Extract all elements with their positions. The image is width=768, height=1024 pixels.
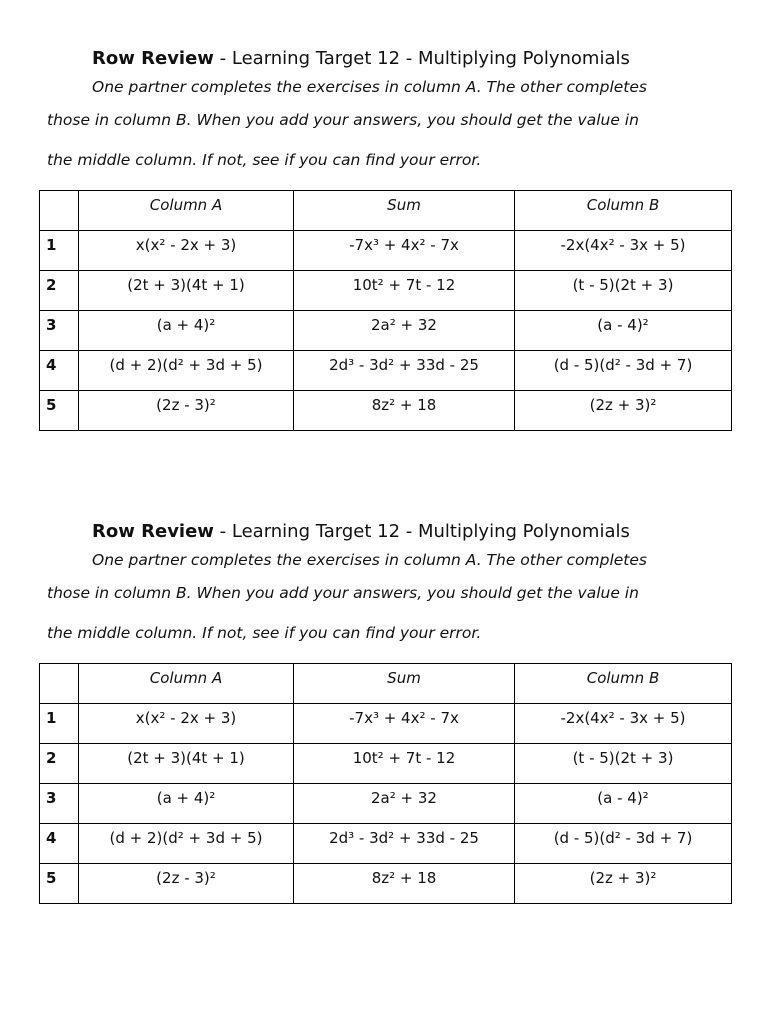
header-column-a: Column A: [79, 191, 294, 231]
column-b-cell: (d - 5)(d² - 3d + 7): [515, 824, 732, 864]
table-row: [40, 351, 732, 391]
column-b-cell: -2x(4x² - 3x + 5): [515, 231, 732, 271]
table-row: [40, 784, 732, 824]
row-number: 3: [40, 311, 79, 351]
title-bold-part: Row Review: [92, 48, 214, 69]
table-row: [40, 391, 732, 431]
row-number: 4: [40, 824, 79, 864]
worksheet-title: [92, 44, 768, 74]
instructions-line-2: those in column B. When you add your answers, you should get the value in: [47, 584, 639, 602]
instructions-line-2: those in column B. When you add your answers, you should get the value in: [47, 111, 639, 129]
column-b-cell: (t - 5)(2t + 3): [515, 271, 732, 311]
column-b-cell: (t - 5)(2t + 3): [515, 744, 732, 784]
title-bold-part: Row Review: [92, 521, 214, 542]
row-number: 5: [40, 391, 79, 431]
header-number: [40, 664, 79, 704]
column-b-cell: (a - 4)²: [515, 784, 732, 824]
column-b-cell: (d - 5)(d² - 3d + 7): [515, 351, 732, 391]
row-number: 5: [40, 864, 79, 904]
sum-cell: 2a² + 32: [294, 784, 515, 824]
column-a-cell: (a + 4)²: [79, 311, 294, 351]
column-b-cell: -2x(4x² - 3x + 5): [515, 704, 732, 744]
column-b-cell: (2z + 3)²: [515, 864, 732, 904]
sum-cell: 8z² + 18: [294, 391, 515, 431]
row-number: 3: [40, 784, 79, 824]
header-column-b: Column B: [515, 664, 732, 704]
column-a-cell: x(x² - 2x + 3): [79, 231, 294, 271]
title-rest-part: - Learning Target 12 - Multiplying Polynomials: [213, 48, 630, 69]
table-row: [40, 311, 732, 351]
column-a-cell: (a + 4)²: [79, 784, 294, 824]
table-row: [40, 231, 732, 271]
exercise-table: [39, 663, 732, 904]
sum-cell: -7x³ + 4x² - 7x: [294, 704, 515, 744]
table-row: [40, 704, 732, 744]
column-a-cell: (2z - 3)²: [79, 391, 294, 431]
table-row: [40, 824, 732, 864]
column-b-cell: (a - 4)²: [515, 311, 732, 351]
table-row: [40, 864, 732, 904]
sum-cell: 10t² + 7t - 12: [294, 271, 515, 311]
row-number: 1: [40, 704, 79, 744]
column-a-cell: (2t + 3)(4t + 1): [79, 271, 294, 311]
column-a-cell: (d + 2)(d² + 3d + 5): [79, 351, 294, 391]
row-number: 1: [40, 231, 79, 271]
worksheet-bottom: [0, 517, 768, 904]
column-a-cell: x(x² - 2x + 3): [79, 704, 294, 744]
worksheet-title: [92, 517, 768, 547]
title-rest-part: - Learning Target 12 - Multiplying Polynomials: [213, 521, 630, 542]
sum-cell: 2d³ - 3d² + 33d - 25: [294, 351, 515, 391]
instructions-line-1: One partner completes the exercises in column A. The other completes: [92, 551, 647, 569]
row-number: 2: [40, 744, 79, 784]
sum-cell: 10t² + 7t - 12: [294, 744, 515, 784]
table-row: [40, 744, 732, 784]
column-b-cell: (2z + 3)²: [515, 391, 732, 431]
column-a-cell: (2t + 3)(4t + 1): [79, 744, 294, 784]
column-a-cell: (d + 2)(d² + 3d + 5): [79, 824, 294, 864]
header-column-a: Column A: [79, 664, 294, 704]
table-row: [40, 271, 732, 311]
worksheet-top: [0, 44, 768, 431]
table-header-row: [40, 191, 732, 231]
header-sum: Sum: [294, 664, 515, 704]
sum-cell: 8z² + 18: [294, 864, 515, 904]
header-sum: Sum: [294, 191, 515, 231]
sum-cell: 2a² + 32: [294, 311, 515, 351]
instructions-line-3: the middle column. If not, see if you can find your error.: [47, 151, 482, 169]
sum-cell: 2d³ - 3d² + 33d - 25: [294, 824, 515, 864]
row-number: 2: [40, 271, 79, 311]
header-column-b: Column B: [515, 191, 732, 231]
exercise-table: [39, 190, 732, 431]
sum-cell: -7x³ + 4x² - 7x: [294, 231, 515, 271]
column-a-cell: (2z - 3)²: [79, 864, 294, 904]
row-number: 4: [40, 351, 79, 391]
header-number: [40, 191, 79, 231]
instructions-line-3: the middle column. If not, see if you can find your error.: [47, 624, 482, 642]
table-header-row: [40, 664, 732, 704]
instructions-line-1: One partner completes the exercises in column A. The other completes: [92, 78, 647, 96]
